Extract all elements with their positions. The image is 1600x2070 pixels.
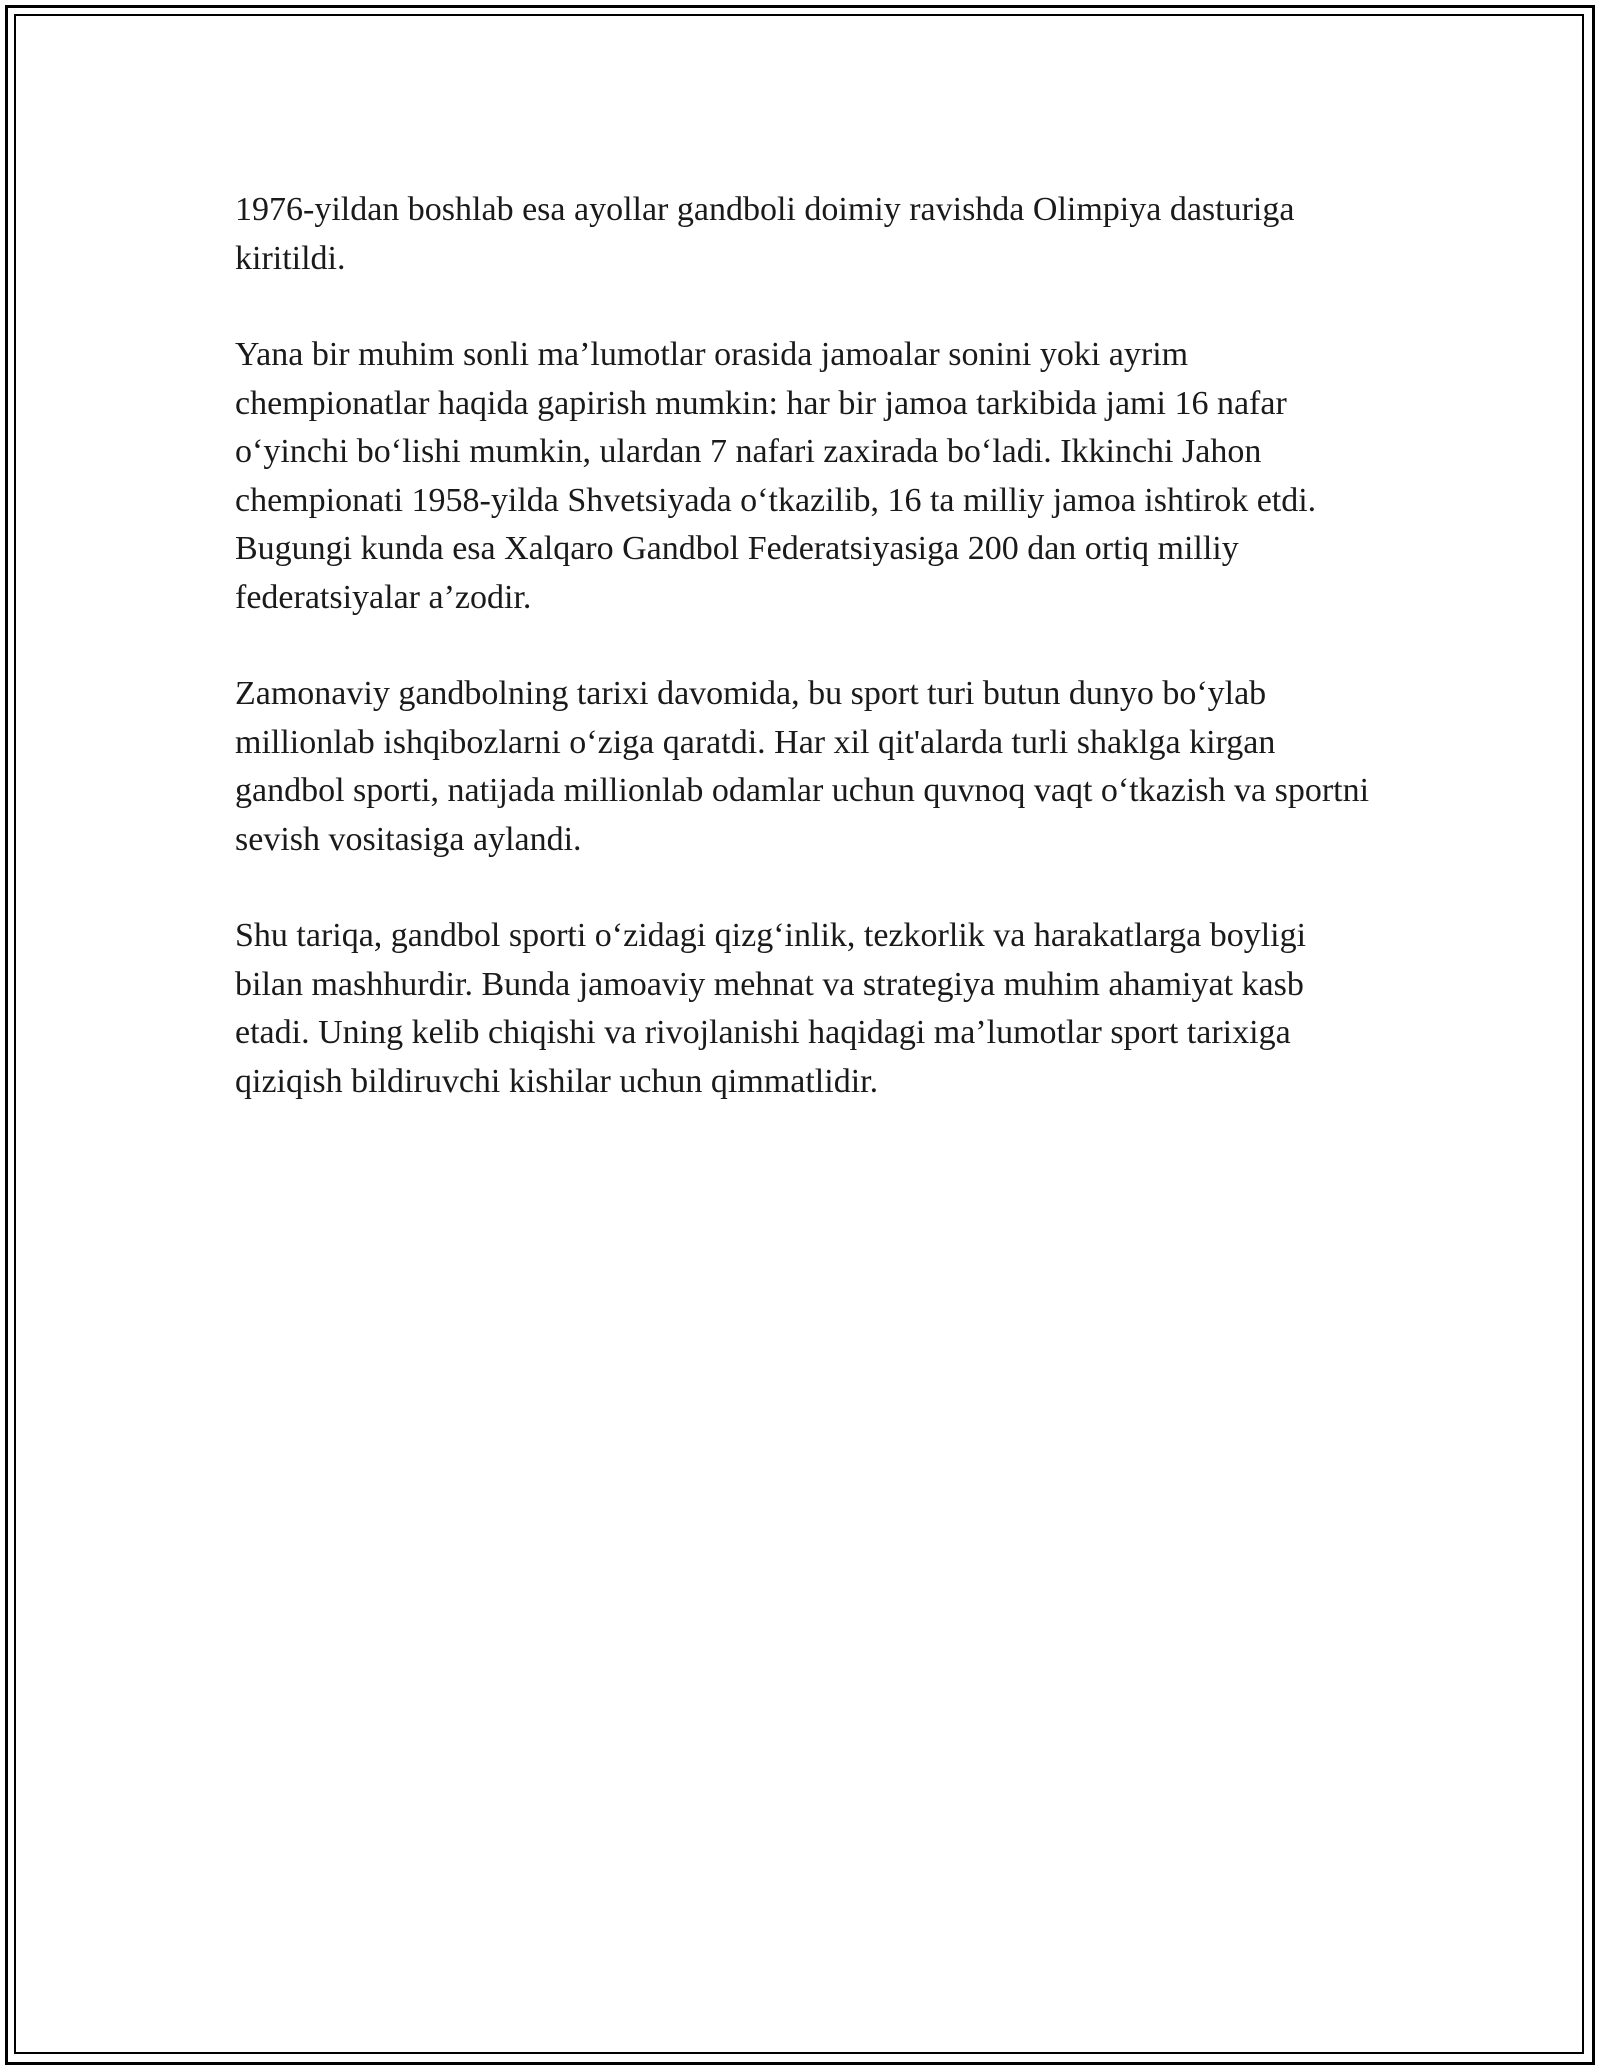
paragraph-olympic-program: 1976-yildan boshlab esa ayollar gandboli doimiy ravishda Olimpiya dasturiga kiritildi. — [235, 191, 1295, 277]
paragraph-team-statistics: Yana bir muhim sonli ma’lumotlar orasida jamoalar sonini yoki ayrim chempionatlar haqida gapirish mumkin: har bir jamoa tarkibida jami 16 nafar o‘yinchi bo‘lishi mumkin, ulardan 7 nafari zaxirada bo‘ladi. Ikkinchi Jahon chempionati 1958-yilda Shvetsiyada o‘tkazilib, 16 ta milliy jamoa ishtirok etdi. Bugungi kunda esa Xalqaro Gandbol Federatsiyasiga 200 dan ortiq milliy federatsiyalar a’zodir. — [235, 336, 1317, 616]
paragraph-modern-history: Zamonaviy gandbolning tarixi davomida, bu sport turi butun dunyo bo‘ylab millionlab ishqibozlarni o‘ziga qaratdi. Har xil qit'alarda turli shaklga kirgan gandbol sporti, natijada millionlab odamlar uchun quvnoq vaqt o‘tkazish va sportni sevish vositasiga aylandi. — [235, 675, 1370, 858]
paragraph-conclusion: Shu tariqa, gandbol sporti o‘zidagi qizg‘inlik, tezkorlik va harakatlarga boyligi bilan mashhurdir. Bunda jamoaviy mehnat va strategiya muhim ahamiyat kasb etadi. Uning kelib chiqishi va rivojlanishi haqidagi ma’lumotlar sport tarixiga qiziqish bildiruvchi kishilar uchun qimmatlidir. — [235, 917, 1307, 1100]
document-body — [235, 186, 1370, 1154]
